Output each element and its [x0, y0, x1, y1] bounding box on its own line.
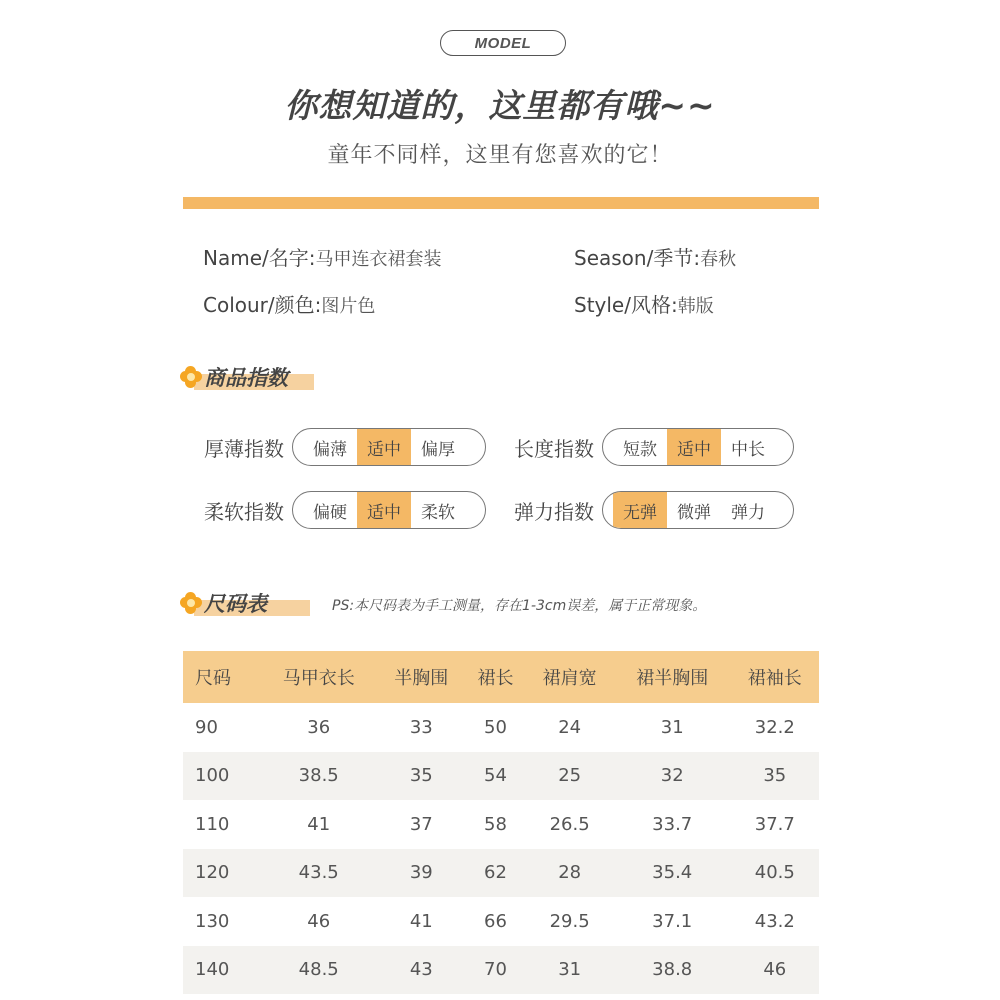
cell: 43.2 — [754, 910, 795, 932]
col-size: 尺码 — [183, 651, 260, 703]
table-row — [183, 897, 819, 946]
index-label: 弹力指数 — [514, 499, 594, 524]
col-half-chest: 半胸围 — [377, 651, 465, 703]
cell: 35 — [377, 752, 465, 801]
table-row — [183, 752, 819, 801]
cell: 41 — [307, 813, 331, 835]
option-medium-selected: 适中 — [357, 429, 411, 465]
option-medium-selected: 适中 — [357, 492, 411, 528]
col-skirt-sleeve: 裙袖长 — [731, 651, 819, 703]
cell: 40.5 — [731, 849, 819, 898]
cell: 37.7 — [754, 813, 795, 835]
info-name-value: 马甲连衣裙套装 — [315, 249, 442, 270]
model-badge: MODEL — [440, 30, 566, 56]
option-short: 短款 — [623, 439, 657, 460]
cell: 62 — [465, 849, 525, 898]
cell: 48.5 — [260, 946, 377, 995]
cell: 58 — [484, 813, 507, 835]
option-stretch: 弹力 — [731, 502, 765, 523]
cell: 54 — [465, 752, 525, 801]
cell: 70 — [465, 946, 525, 995]
table-header-row — [183, 651, 819, 703]
index-label: 厚薄指数 — [204, 436, 284, 461]
size-table — [183, 651, 819, 994]
cell: 43 — [377, 946, 465, 995]
cell: 46 — [307, 910, 331, 932]
index-section-header — [180, 362, 288, 392]
cell: 24 — [558, 716, 582, 738]
cell: 32 — [614, 752, 731, 801]
cell: 31 — [525, 946, 613, 995]
info-name-label: Name/名字: — [203, 246, 316, 270]
col-skirt-length: 裙长 — [465, 651, 525, 703]
info-style-label: Style/风格: — [574, 293, 678, 317]
cell: 43.5 — [260, 849, 377, 898]
cell: 110 — [195, 813, 230, 835]
cell: 38.8 — [614, 946, 731, 995]
page-subtitle: 童年不同样，这里有您喜欢的它！ — [327, 143, 673, 168]
option-no-stretch-selected: 无弹 — [613, 492, 667, 528]
index-length — [514, 428, 794, 466]
cell: 28 — [525, 849, 613, 898]
table-row — [183, 849, 819, 898]
info-colour-value: 图片色 — [321, 296, 376, 317]
cell: 120 — [183, 849, 260, 898]
cell: 39 — [377, 849, 465, 898]
option-medium-selected: 适中 — [667, 429, 721, 465]
cell: 25 — [525, 752, 613, 801]
cell: 37 — [409, 813, 433, 835]
cell: 90 — [195, 716, 218, 738]
option-soft: 柔软 — [421, 502, 455, 523]
option-mid-long: 中长 — [731, 439, 765, 460]
table-row — [183, 800, 819, 849]
thickness-selector — [292, 428, 486, 466]
index-softness — [204, 491, 486, 529]
page-title: 你想知道的，这里都有哦~~ — [284, 86, 716, 125]
size-section-title: 尺码表 — [204, 592, 267, 616]
option-thin: 偏薄 — [313, 439, 347, 460]
index-section-title: 商品指数 — [204, 366, 288, 390]
cell: 50 — [484, 716, 507, 738]
option-slight-stretch: 微弹 — [677, 502, 711, 523]
softness-selector — [292, 491, 486, 529]
info-season-label: Season/季节: — [574, 246, 701, 270]
cell: 33 — [409, 716, 433, 738]
cell: 35.4 — [614, 849, 731, 898]
size-section-header — [180, 588, 267, 618]
cell: 31 — [660, 716, 684, 738]
cell: 46 — [731, 946, 819, 995]
col-vest-length: 马甲衣长 — [260, 651, 377, 703]
cell: 32.2 — [754, 716, 795, 738]
info-style — [574, 289, 714, 318]
info-season — [574, 242, 736, 271]
index-label: 长度指数 — [514, 436, 594, 461]
flower-icon — [180, 366, 202, 388]
elasticity-selector — [602, 491, 794, 529]
info-colour-label: Colour/颜色: — [203, 293, 322, 317]
cell: 41 — [409, 910, 433, 932]
cell: 37.1 — [652, 910, 693, 932]
cell: 33.7 — [652, 813, 693, 835]
option-thick: 偏厚 — [421, 439, 455, 460]
info-season-value: 春秋 — [700, 249, 737, 270]
cell: 66 — [484, 910, 507, 932]
index-label: 柔软指数 — [204, 499, 284, 524]
info-colour — [203, 289, 375, 318]
cell: 130 — [195, 910, 230, 932]
cell: 140 — [183, 946, 260, 995]
divider-bar — [183, 197, 819, 209]
index-elasticity — [514, 491, 794, 529]
table-row — [183, 703, 819, 752]
info-name — [203, 242, 441, 271]
index-thickness — [204, 428, 486, 466]
info-style-value: 韩版 — [677, 296, 714, 317]
cell: 26.5 — [549, 813, 590, 835]
cell: 29.5 — [549, 910, 590, 932]
flower-icon — [180, 592, 202, 614]
cell: 35 — [731, 752, 819, 801]
measurement-note: PS:本尺码表为手工测量，存在1-3cm误差，属于正常现象。 — [332, 598, 707, 614]
cell: 36 — [307, 716, 331, 738]
col-skirt-shoulder: 裙肩宽 — [525, 651, 613, 703]
col-skirt-half-chest: 裙半胸围 — [614, 651, 731, 703]
cell: 100 — [183, 752, 260, 801]
table-row — [183, 946, 819, 995]
option-hard: 偏硬 — [313, 502, 347, 523]
length-selector — [602, 428, 794, 466]
cell: 38.5 — [260, 752, 377, 801]
